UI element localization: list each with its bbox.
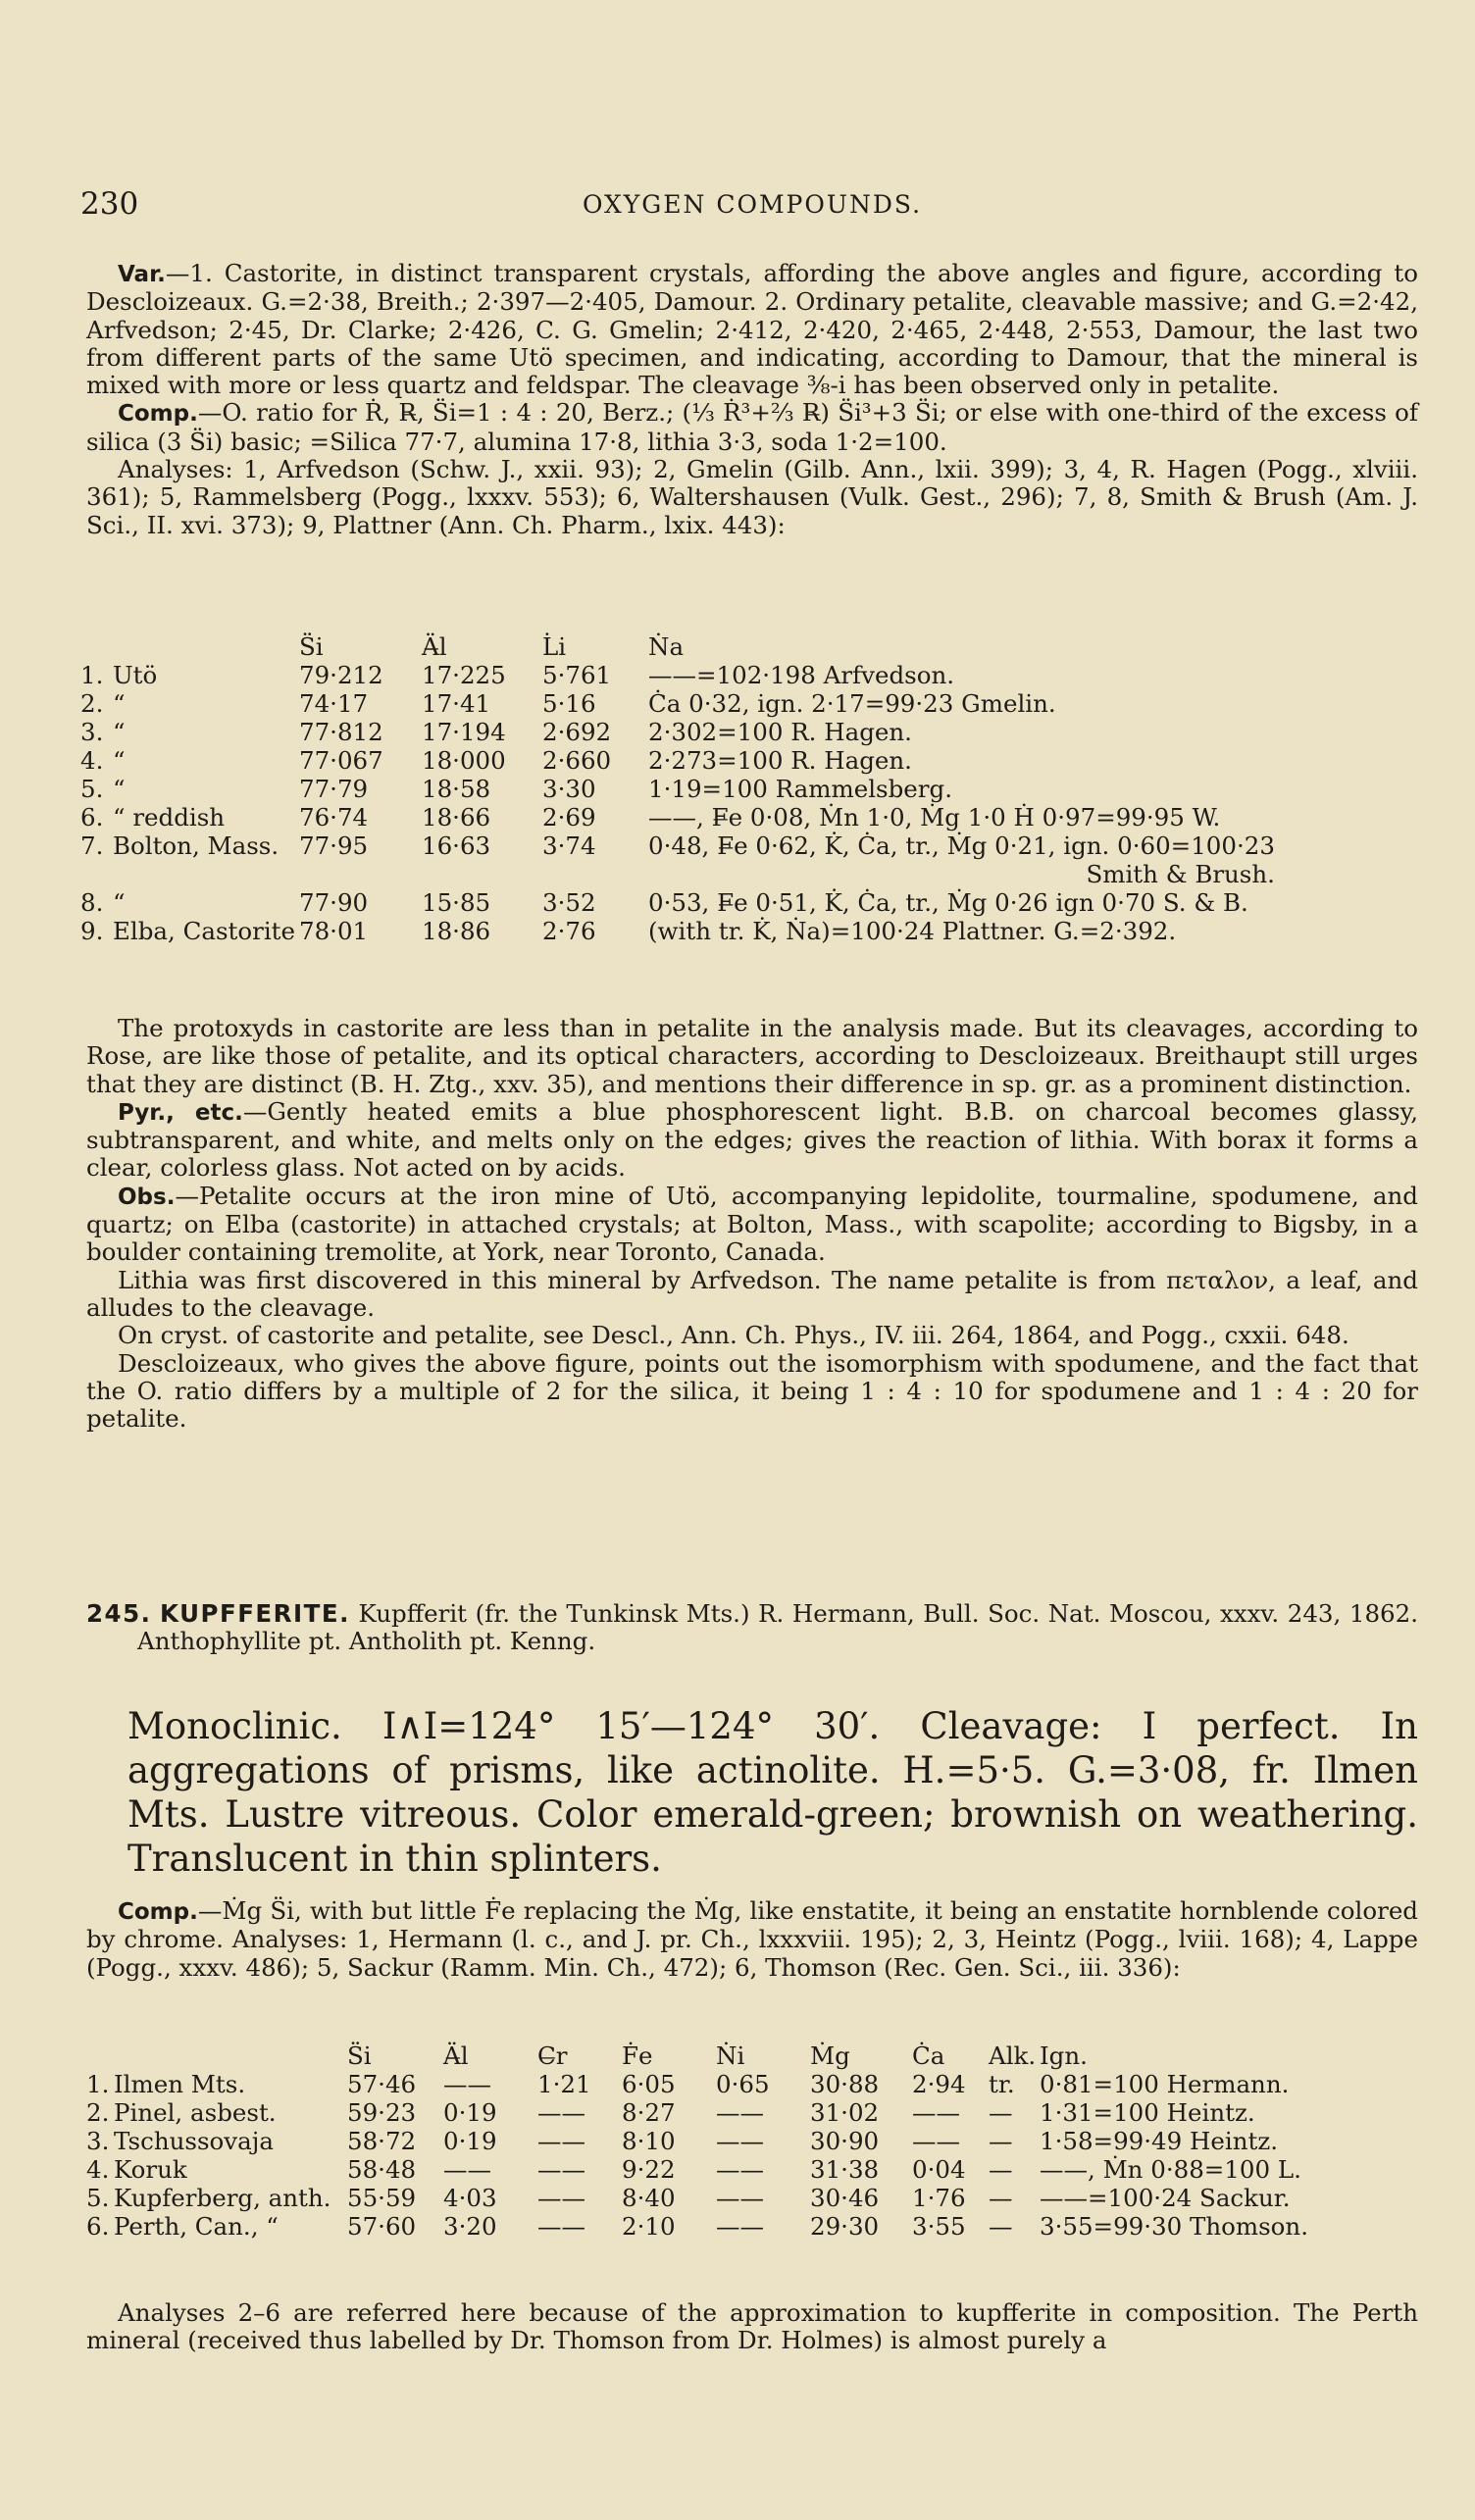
- kupf-comp-paragraph: [86, 1897, 1418, 1982]
- table-cell-value: 30·90: [810, 2127, 880, 2155]
- table-cell-li: 2·660: [542, 746, 612, 775]
- table-cell-value: 1·76: [912, 2184, 966, 2212]
- col-header: Ä̶l: [443, 2041, 469, 2070]
- table-cell-no: [80, 860, 113, 888]
- col-header: Ṅi: [716, 2041, 745, 2070]
- table-cell-value: ——: [912, 2098, 960, 2127]
- table-header-row: [80, 632, 1275, 661]
- table-cell-value: 58·72: [347, 2127, 417, 2155]
- table-cell-locality: Koruk: [114, 2155, 187, 2184]
- final-block: [86, 2299, 1418, 2355]
- table-cell-value: ——: [537, 2127, 585, 2155]
- table-row: [86, 2155, 1308, 2184]
- table-cell-value: —: [989, 2098, 1013, 2127]
- pyr-paragraph: [86, 1098, 1418, 1183]
- table-cell-si: 79·212: [299, 661, 383, 689]
- table-cell-locality: “: [113, 888, 126, 917]
- table-row: [80, 775, 1275, 803]
- table-cell-value: 6·05: [622, 2070, 676, 2098]
- description-text: Monoclinic. I∧I=124° 15′—124° 30′. Cleavage: I perfect. In aggregations of prisms, like actinolite. H.=5·5. G.=3·08, fr. Ilmen Mts. Lustre vitreous. Color emerald-green; brownish on weathering. Translucent in thin splinters.: [127, 1705, 1418, 1880]
- table-cell-value: tr.: [989, 2070, 1015, 2098]
- table-cell-locality: Bolton, Mass.: [113, 832, 280, 860]
- table-cell-al: 18·66: [422, 803, 491, 832]
- table-cell-value: —: [989, 2212, 1013, 2241]
- table-cell-si: 77·812: [299, 718, 383, 746]
- table-row: [80, 888, 1275, 917]
- pyr-label: Pyr., etc.: [118, 1099, 243, 1126]
- table-cell-value: ——: [537, 2155, 585, 2184]
- table-cell-value: 1·58=99·49 Heintz.: [1040, 2127, 1279, 2155]
- table-cell-value: 3·55=99·30 Thomson.: [1040, 2212, 1308, 2241]
- table-cell-al: 17·225: [422, 661, 506, 689]
- col-header: S̈i: [299, 632, 324, 661]
- col-header: Ign.: [1040, 2041, 1088, 2070]
- table-cell-al: 18·58: [422, 775, 491, 803]
- col-header: Ṁg: [810, 2041, 850, 2070]
- table-cell-rest: ——, F̶e 0·08, Ṁn 1·0, Ṁg 1·0 Ḣ 0·97=99·95 W.: [648, 803, 1221, 832]
- kupfferite-comp-block: [86, 1897, 1418, 1982]
- table-row: [80, 718, 1275, 746]
- petalite-analyses-table: [80, 632, 1412, 945]
- table-row: [86, 2127, 1308, 2155]
- page-number: 230: [80, 186, 139, 222]
- table-row: [80, 832, 1275, 860]
- table-cell-value: 0·04: [912, 2155, 966, 2184]
- table-cell-al: 15·85: [422, 888, 491, 917]
- table-cell-value: —: [989, 2127, 1013, 2155]
- table-cell-value: 0·81=100 Hermann.: [1040, 2070, 1290, 2098]
- protoxyds-paragraph: The protoxyds in castorite are less than in petalite in the analysis made. But its cleavages, according to Rose, are like those of petalite, and its optical characters, according to Descloizeaux. Breithaupt still urges that they are distinct (B. H. Ztg., xxv. 35), and mentions their difference in sp. gr. as a prominent distinction.: [86, 1014, 1418, 1098]
- table-cell-rest: Ċa 0·32, ign. 2·17=99·23 Gmelin.: [648, 689, 1056, 718]
- table-cell-no: 1.: [86, 2070, 110, 2098]
- table-cell-li: 5·761: [542, 661, 612, 689]
- table-cell-rest: ——=102·198 Arfvedson.: [648, 661, 955, 689]
- table-cell-rest: 0·53, F̶e 0·51, K̇, Ċa, tr., Ṁg 0·26 ign 0·70 S. & B.: [648, 888, 1248, 917]
- table-cell-value: 0·19: [443, 2127, 497, 2155]
- kupf-comp-label: Comp.: [118, 1899, 198, 1925]
- table-cell-value: —: [989, 2155, 1013, 2184]
- table-cell-no: 7.: [80, 832, 104, 860]
- table-cell-value: 8·27: [622, 2098, 676, 2127]
- page-header: [80, 186, 1424, 235]
- table-cell-value: 30·46: [810, 2184, 880, 2212]
- table-cell-value: ——: [443, 2070, 491, 2098]
- lithia-paragraph: Lithia was first discovered in this mineral by Arfvedson. The name petalite is from πεταλον, a leaf, and alludes to the cleavage.: [86, 1265, 1418, 1322]
- table-cell-locality: Pinel, asbest.: [114, 2098, 277, 2127]
- table-cell-locality: “: [113, 689, 126, 718]
- col-header: Ḟe: [622, 2041, 653, 2070]
- table-cell-value: ——: [716, 2127, 764, 2155]
- col-header: Ä̶l: [422, 632, 447, 661]
- kupfferite-heading: [86, 1600, 1418, 1656]
- table-cell-value: ——: [716, 2098, 764, 2127]
- table-row: [80, 803, 1275, 832]
- table-cell-value: 57·46: [347, 2070, 417, 2098]
- kupf-comp-text: —Ṁg S̈i, with but little Ḟe replacing the Ṁg, like enstatite, it being an enstatite hornblende colored by chrome. Analyses: 1, Hermann (l. c., and J. pr. Ch., lxxxviii. 195); 2, 3, Heintz (Pogg., lviii. 168); 4, Lappe (Pogg., xxxv. 486); 5, Sackur (Ramm. Min. Ch., 472); 6, Thomson (Rec. Gen. Sci., iii. 336):: [86, 1896, 1418, 1982]
- table-cell-al: [422, 860, 542, 888]
- pyr-text: —Gently heated emits a blue phosphorescent light. B.B. on charcoal becomes glassy, subtransparent, and white, and melts only on the edges; gives the reaction of lithia. With borax it forms a clear, colorless glass. Not acted on by acids.: [86, 1096, 1419, 1183]
- table-cell-no: 4.: [86, 2155, 110, 2184]
- table-cell-value: ——: [716, 2212, 764, 2241]
- table-cell-locality: [113, 860, 299, 888]
- obs-text: —Petalite occurs at the iron mine of Utö, accompanying lepidolite, tourmaline, spodumene, and quartz; on Elba (castorite) in attached crystals; at Bolton, Mass., with scapolite; according to Bigsby, in a boulder containing tremolite, at York, near Toronto, Canada.: [86, 1181, 1418, 1267]
- table-cell-rest: 2·273=100 R. Hagen.: [648, 746, 912, 775]
- table-row: [80, 746, 1275, 775]
- table-cell-locality: Elba, Castorite: [113, 917, 295, 945]
- table-cell-li: 3·74: [542, 832, 596, 860]
- table-cell-value: 3·20: [443, 2212, 497, 2241]
- table-cell-value: 4·03: [443, 2184, 497, 2212]
- comp-text: —O. ratio for Ṙ, R̶, S̈i=1 : 4 : 20, Berz.; (⅓ Ṙ³+⅔ R̶) S̈i³+3 S̈i; or else with one-third of the excess of silica (3 S̈i) basic; =Silica 77·7, alumina 17·8, lithia 3·3, soda 1·2=100.: [86, 398, 1418, 456]
- comp-paragraph: [86, 399, 1418, 456]
- table-cell-value: 3·55: [912, 2212, 966, 2241]
- var-text: —1. Castorite, in distinct transparent crystals, affording the above angles and figure, according to Descloizeaux. G.=2·38, Breith.; 2·397—2·405, Damour. 2. Ordinary petalite, cleavable massive; and G.=2·42, Arfvedson; 2·45, Dr. Clarke; 2·426, C. G. Gmelin; 2·412, 2·420, 2·465, 2·448, 2·553, Damour, the last two from different parts of the same Utö specimen, and indicating, according to Damour, that the mineral is mixed with more or less quartz and feldspar. The cleavage ⅜-i has been observed only in petalite.: [86, 259, 1418, 400]
- obs-paragraph: [86, 1183, 1418, 1267]
- table-cell-li: 3·30: [542, 775, 596, 803]
- table-cell-no: 5.: [86, 2184, 110, 2212]
- table-cell-locality: “ reddish: [113, 803, 226, 832]
- table-cell-li: 5·16: [542, 689, 596, 718]
- table-cell-locality: “: [113, 746, 126, 775]
- table-cell-rest: 1·19=100 Rammelsberg.: [648, 775, 952, 803]
- species-number: 245.: [86, 1599, 152, 1628]
- table-cell-value: 58·48: [347, 2155, 417, 2184]
- var-label: Var.: [118, 262, 166, 287]
- petalite-text-block: [86, 260, 1418, 539]
- col-header: L̇i: [542, 632, 567, 661]
- table-row: [80, 860, 1275, 888]
- table-cell-locality: Ilmen Mts.: [114, 2070, 246, 2098]
- table-cell-value: 31·38: [810, 2155, 880, 2184]
- table-cell-locality: Utö: [113, 661, 158, 689]
- table-cell-value: 57·60: [347, 2212, 417, 2241]
- table-row: [86, 2070, 1308, 2098]
- table-cell-value: 9·22: [622, 2155, 676, 2184]
- table-cell-li: [542, 860, 648, 888]
- table-cell-locality: “: [113, 718, 126, 746]
- table-cell-locality: “: [113, 775, 126, 803]
- table-cell-value: 2·94: [912, 2070, 966, 2098]
- col-header: S̈i: [347, 2041, 372, 2070]
- table-cell-al: 17·194: [422, 718, 506, 746]
- col-header: Ṅa: [648, 632, 685, 661]
- table-row: [80, 661, 1275, 689]
- table-cell-si: [299, 860, 422, 888]
- table-cell-no: 9.: [80, 917, 104, 945]
- table-cell-li: 2·76: [542, 917, 596, 945]
- kupfferite-description: [127, 1704, 1418, 1881]
- table-cell-value: ——: [537, 2098, 585, 2127]
- table-cell-al: 18·86: [422, 917, 491, 945]
- table-cell-al: 18·000: [422, 746, 506, 775]
- table-cell-locality: Tschussovaja: [114, 2127, 274, 2155]
- var-paragraph: [86, 260, 1418, 399]
- comp-label: Comp.: [118, 401, 198, 428]
- analyses-intro: Analyses: 1, Arfvedson (Schw. J., xxii. 93); 2, Gmelin (Gilb. Ann., lxii. 399); 3, 4, R. Hagen (Pogg., xlviii. 361); 5, Rammelsberg (Pogg., lxxxv. 553); 6, Waltershausen (Vulk. Gest., 296); 7, 8, Smith & Brush (Am. J. Sci., II. xvi. 373); 9, Plattner (Ann. Ch. Pharm., lxix. 443):: [86, 455, 1418, 539]
- table-cell-value: 0·65: [716, 2070, 770, 2098]
- table-cell-rest: Smith & Brush.: [1086, 860, 1275, 888]
- table-row: [86, 2184, 1308, 2212]
- table-cell-value: ——: [912, 2127, 960, 2155]
- table-cell-value: ——: [443, 2155, 491, 2184]
- table-cell-value: 55·59: [347, 2184, 417, 2212]
- table-cell-value: 29·30: [810, 2212, 880, 2241]
- table-cell-value: ——: [716, 2155, 764, 2184]
- descl-paragraph: Descloizeaux, who gives the above figure, points out the isomorphism with spodumene, and the fact that the O. ratio differs by a multiple of 2 for the silica, it being 1 : 4 : 10 for spodumene and 1 : 4 : 20 for petalite.: [86, 1348, 1418, 1434]
- species-name: KUPFFERITE.: [160, 1599, 350, 1628]
- table-cell-li: 2·69: [542, 803, 596, 832]
- table-cell-no: 2.: [86, 2098, 110, 2127]
- kupfferite-analyses-table: [86, 2041, 1418, 2241]
- table-cell-value: 59·23: [347, 2098, 417, 2127]
- table-cell-rest: 2·302=100 R. Hagen.: [648, 718, 912, 746]
- table-cell-si: 77·90: [299, 888, 369, 917]
- table-cell-al: 17·41: [422, 689, 491, 718]
- table-row: [86, 2212, 1308, 2241]
- table-cell-si: 77·79: [299, 775, 369, 803]
- table-cell-no: 1.: [80, 661, 104, 689]
- table-cell-si: 77·95: [299, 832, 369, 860]
- table-cell-li: 2·692: [542, 718, 612, 746]
- table-cell-no: 2.: [80, 689, 104, 718]
- table-row: [80, 917, 1275, 945]
- table-cell-value: ——, Ṁn 0·88=100 L.: [1040, 2155, 1301, 2184]
- table-cell-value: 8·40: [622, 2184, 676, 2212]
- table-cell-no: 8.: [80, 888, 104, 917]
- running-title: OXYGEN COMPOUNDS.: [582, 190, 923, 219]
- table-cell-li: 3·52: [542, 888, 596, 917]
- table-cell-value: 0·19: [443, 2098, 497, 2127]
- table-cell-value: 1·31=100 Heintz.: [1040, 2098, 1255, 2127]
- cryst-paragraph: On cryst. of castorite and petalite, see Descl., Ann. Ch. Phys., IV. iii. 264, 1864, and Pogg., cxxii. 648.: [118, 1321, 1349, 1350]
- table-cell-rest: (with tr. K̇, Ṅa)=100·24 Plattner. G.=2·392.: [648, 917, 1177, 945]
- table-cell-si: 78·01: [299, 917, 369, 945]
- table-cell-value: 2·10: [622, 2212, 676, 2241]
- col-header: C̶r: [537, 2041, 568, 2070]
- table-cell-locality: Kupferberg, anth.: [114, 2184, 331, 2212]
- table-cell-no: 6.: [80, 803, 104, 832]
- col-header: Ċa: [912, 2041, 945, 2070]
- table-row: [80, 689, 1275, 718]
- table-cell-value: —: [989, 2184, 1013, 2212]
- species-synonymy: Kupfferit (fr. the Tunkinsk Mts.) R. Hermann, Bull. Soc. Nat. Moscou, xxxv. 243, 1862. Anthophyllite pt. Antholith pt. Kenng.: [137, 1599, 1419, 1656]
- table-cell-no: 6.: [86, 2212, 110, 2241]
- col-header: Alk.: [989, 2041, 1037, 2070]
- table-cell-value: ——=100·24 Sackur.: [1040, 2184, 1291, 2212]
- obs-label: Obs.: [118, 1184, 176, 1210]
- table-cell-value: ——: [537, 2184, 585, 2212]
- table-header-row: [86, 2041, 1308, 2070]
- table-cell-value: 8·10: [622, 2127, 676, 2155]
- petalite-notes-block: [86, 1015, 1418, 1433]
- table-cell-value: ——: [716, 2184, 764, 2212]
- table-cell-no: 3.: [80, 718, 104, 746]
- table-cell-si: 77·067: [299, 746, 383, 775]
- final-paragraph: Analyses 2–6 are referred here because of the approximation to kupfferite in composition. The Perth mineral (received thus labelled by Dr. Thomson from Dr. Holmes) is almost purely a: [86, 2298, 1418, 2355]
- table-cell-si: 74·17: [299, 689, 369, 718]
- table-cell-value: 1·21: [537, 2070, 591, 2098]
- table-cell-al: 16·63: [422, 832, 491, 860]
- table-cell-value: 31·02: [810, 2098, 880, 2127]
- table-cell-rest: 0·48, F̶e 0·62, K̇, Ċa, tr., Ṁg 0·21, ign. 0·60=100·23: [648, 832, 1275, 860]
- table-cell-locality: Perth, Can., “: [114, 2212, 279, 2241]
- table-cell-no: 4.: [80, 746, 104, 775]
- table-cell-no: 5.: [80, 775, 104, 803]
- kupfferite-entry: [86, 1600, 1418, 1656]
- table-cell-value: ——: [537, 2212, 585, 2241]
- table-cell-no: 3.: [86, 2127, 110, 2155]
- table-cell-si: 76·74: [299, 803, 369, 832]
- table-row: [86, 2098, 1308, 2127]
- table-cell-value: 30·88: [810, 2070, 880, 2098]
